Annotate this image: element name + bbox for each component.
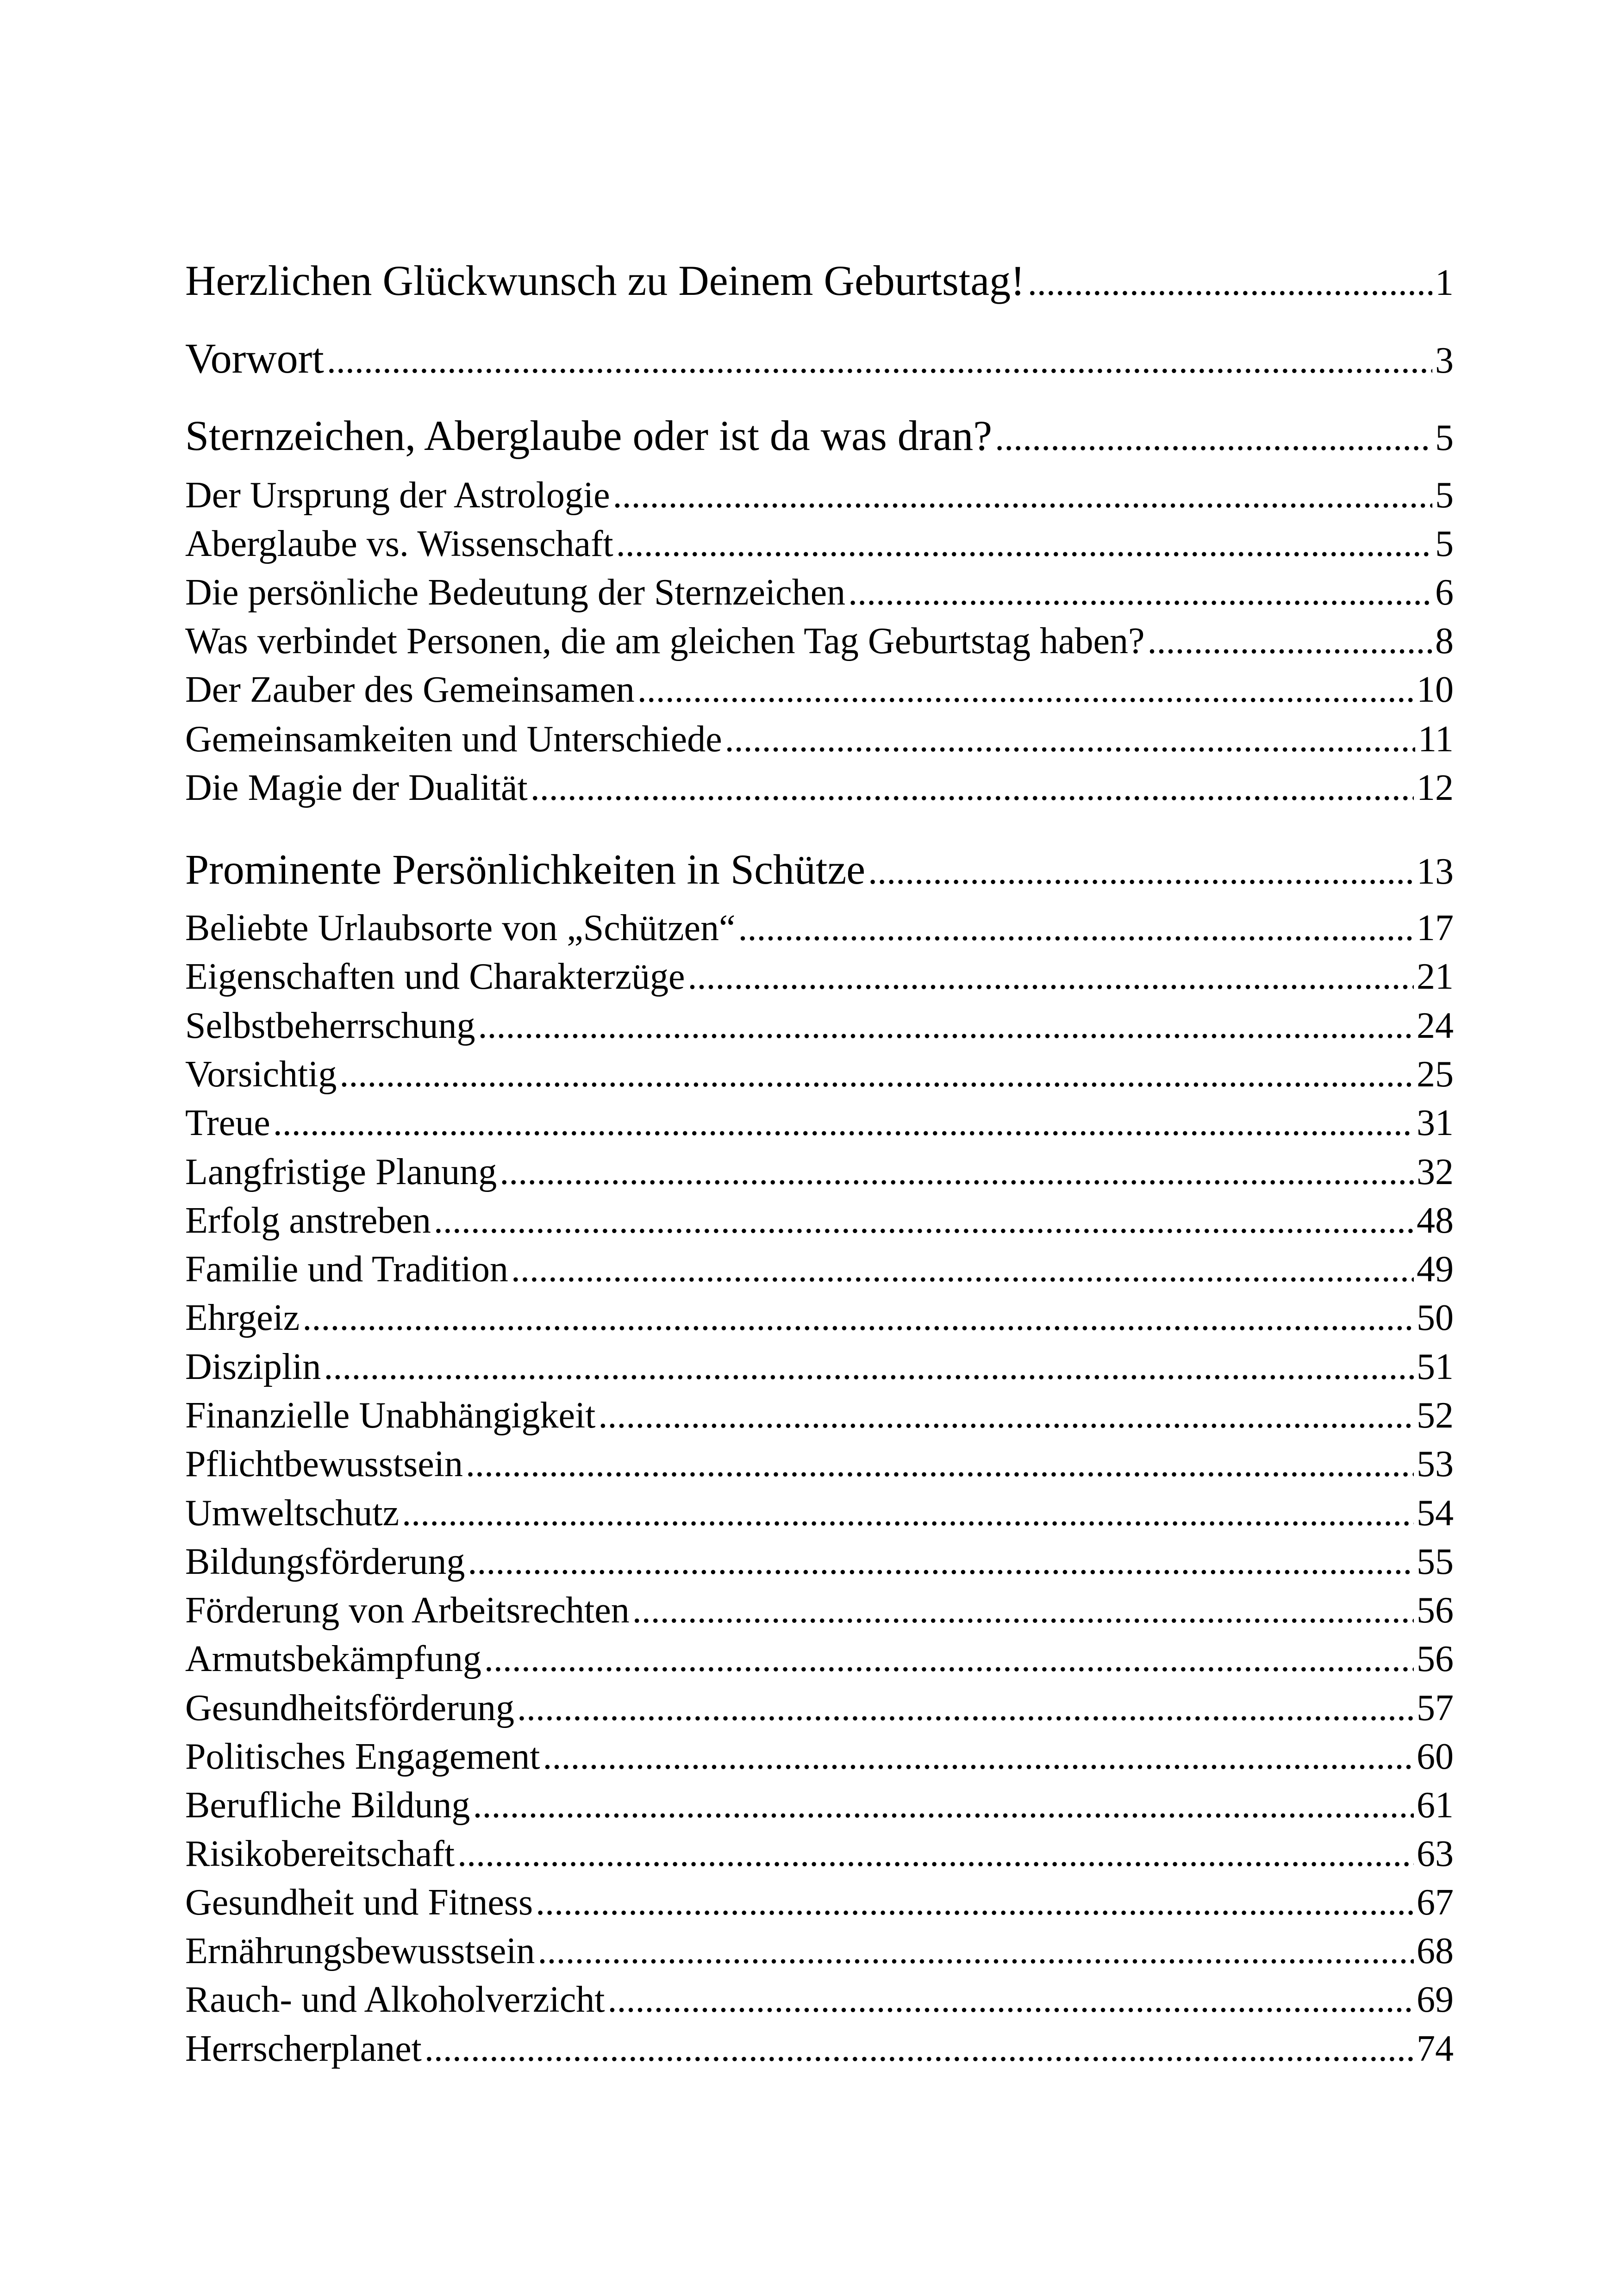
toc-entry-page-number: 13: [1417, 851, 1454, 892]
toc-entry-page-number: 57: [1417, 1688, 1454, 1728]
toc-entry-page-number: 67: [1417, 1882, 1454, 1923]
toc-entry-page-number: 25: [1417, 1054, 1454, 1095]
toc-entry-page-number: 10: [1417, 669, 1454, 710]
table-of-contents: [185, 0, 1454, 2295]
toc-entry-page-number: 74: [1417, 2028, 1454, 2069]
toc-entry[interactable]: [185, 337, 1454, 380]
toc-entry-title: Politisches Engagement: [185, 1736, 540, 1777]
toc-entry-page-number: 21: [1417, 956, 1454, 997]
toc-entry-page-number: 1: [1435, 262, 1454, 303]
toc-entry[interactable]: [185, 1154, 1454, 1191]
toc-entry-page-number: 31: [1417, 1103, 1454, 1143]
toc-entry[interactable]: [185, 1592, 1454, 1629]
toc-entry[interactable]: [185, 477, 1454, 514]
toc-entry-title: Gemeinsamkeiten und Unterschiede: [185, 719, 722, 760]
toc-dot-leader: [637, 671, 1414, 708]
toc-entry-title: Umweltschutz: [185, 1493, 400, 1534]
toc-dot-leader: [500, 1154, 1414, 1191]
toc-entry[interactable]: [185, 525, 1454, 562]
toc-entry[interactable]: [185, 1640, 1454, 1678]
toc-dot-leader: [607, 1981, 1414, 2018]
toc-entry-page-number: 63: [1417, 1834, 1454, 1874]
toc-dot-leader: [543, 1738, 1414, 1775]
toc-entry-page-number: 5: [1435, 524, 1454, 564]
toc-entry[interactable]: [185, 1446, 1454, 1483]
toc-entry-page-number: 52: [1417, 1395, 1454, 1436]
toc-entry-page-number: 17: [1417, 908, 1454, 948]
toc-entry[interactable]: [185, 1007, 1454, 1044]
toc-dot-leader: [598, 1397, 1414, 1434]
toc-entry[interactable]: [185, 1299, 1454, 1336]
toc-entry[interactable]: [185, 910, 1454, 947]
toc-entry-title: Rauch- und Alkoholverzicht: [185, 1979, 605, 2020]
toc-dot-leader: [1028, 264, 1432, 301]
toc-dot-leader: [434, 1202, 1414, 1239]
toc-entry[interactable]: [185, 1202, 1454, 1239]
toc-entry[interactable]: [185, 1933, 1454, 1970]
toc-dot-leader: [425, 2030, 1414, 2067]
toc-entry[interactable]: [185, 1348, 1454, 1385]
toc-dot-leader: [273, 1104, 1414, 1141]
toc-dot-leader: [632, 1592, 1414, 1629]
toc-entry-title: Langfristige Planung: [185, 1152, 497, 1192]
toc-entry[interactable]: [185, 1495, 1454, 1532]
toc-entry-title: Selbstbeherrschung: [185, 1005, 475, 1046]
toc-entry[interactable]: [185, 671, 1454, 708]
toc-entry-title: Ernährungsbewusstsein: [185, 1931, 535, 1971]
toc-dot-leader: [457, 1835, 1414, 1872]
toc-dot-leader: [616, 525, 1432, 562]
toc-entry[interactable]: [185, 721, 1454, 758]
toc-entry-title: Der Ursprung der Astrologie: [185, 475, 610, 516]
toc-entry[interactable]: [185, 1056, 1454, 1093]
toc-entry-page-number: 56: [1417, 1639, 1454, 1679]
toc-entry[interactable]: [185, 623, 1454, 660]
toc-dot-leader: [738, 910, 1414, 947]
toc-entry-page-number: 54: [1417, 1493, 1454, 1534]
toc-entry-title: Aberglaube vs. Wissenschaft: [185, 524, 613, 564]
toc-entry-page-number: 56: [1417, 1590, 1454, 1631]
toc-dot-leader: [339, 1056, 1414, 1093]
toc-dot-leader: [402, 1495, 1414, 1532]
toc-entry-title: Sternzeichen, Aberglaube oder ist da was dran?: [185, 412, 993, 459]
toc-dot-leader: [613, 477, 1432, 514]
toc-entry-page-number: 6: [1435, 572, 1454, 613]
toc-dot-leader: [484, 1640, 1414, 1678]
toc-entry-page-number: 24: [1417, 1005, 1454, 1046]
toc-entry-title: Risikobereitschaft: [185, 1834, 455, 1874]
toc-entry-title: Finanzielle Unabhängigkeit: [185, 1395, 596, 1436]
toc-entry-title: Vorwort: [185, 335, 324, 382]
toc-entry-page-number: 51: [1417, 1347, 1454, 1387]
toc-entry-page-number: 32: [1417, 1152, 1454, 1192]
toc-entry-title: Gesundheitsförderung: [185, 1688, 514, 1728]
toc-entry-page-number: 68: [1417, 1931, 1454, 1971]
toc-entry[interactable]: [185, 1397, 1454, 1434]
toc-entry-page-number: 5: [1435, 418, 1454, 458]
toc-dot-leader: [478, 1007, 1414, 1044]
toc-entry-page-number: 3: [1435, 340, 1454, 381]
toc-entry-page-number: 48: [1417, 1200, 1454, 1241]
toc-entry-page-number: 12: [1417, 767, 1454, 808]
toc-entry-title: Armutsbekämpfung: [185, 1639, 481, 1679]
toc-entry-title: Beliebte Urlaubsorte von „Schützen“: [185, 908, 736, 948]
toc-dot-leader: [848, 574, 1432, 611]
toc-entry[interactable]: [185, 769, 1454, 806]
toc-entry[interactable]: [185, 1787, 1454, 1824]
toc-entry-title: Was verbindet Personen, die am gleichen Tag Geburtstag haben?: [185, 621, 1145, 661]
toc-entry-page-number: 55: [1417, 1541, 1454, 1582]
toc-dot-leader: [725, 721, 1415, 758]
toc-entry-page-number: 61: [1417, 1785, 1454, 1826]
toc-dot-leader: [995, 419, 1432, 456]
toc-entry[interactable]: [185, 1251, 1454, 1288]
toc-entry-page-number: 49: [1417, 1249, 1454, 1290]
toc-entry[interactable]: [185, 1543, 1454, 1580]
toc-entry-title: Berufliche Bildung: [185, 1785, 470, 1826]
toc-entry[interactable]: [185, 574, 1454, 611]
toc-entry-title: Familie und Tradition: [185, 1249, 508, 1290]
toc-entry-title: Treue: [185, 1103, 270, 1143]
toc-dot-leader: [327, 342, 1432, 379]
toc-entry-title: Gesundheit und Fitness: [185, 1882, 533, 1923]
toc-dot-leader: [537, 1933, 1414, 1970]
toc-dot-leader: [468, 1543, 1414, 1580]
toc-entry-page-number: 60: [1417, 1736, 1454, 1777]
toc-entry-title: Förderung von Arbeitsrechten: [185, 1590, 630, 1631]
toc-entry-title: Vorsichtig: [185, 1054, 337, 1095]
toc-entry-title: Herzlichen Glückwunsch zu Deinem Geburtstag!: [185, 257, 1025, 304]
toc-dot-leader: [473, 1787, 1414, 1824]
toc-entry-page-number: 11: [1418, 719, 1454, 760]
toc-dot-leader: [324, 1348, 1414, 1385]
toc-entry-title: Pflichtbewusstsein: [185, 1444, 463, 1484]
toc-entry-title: Die Magie der Dualität: [185, 767, 528, 808]
toc-dot-leader: [531, 769, 1414, 806]
toc-dot-leader: [466, 1446, 1414, 1483]
toc-dot-leader: [1147, 623, 1432, 660]
toc-entry[interactable]: [185, 414, 1454, 457]
toc-entry-title: Disziplin: [185, 1347, 321, 1387]
toc-entry[interactable]: [185, 1690, 1454, 1727]
toc-dot-leader: [302, 1299, 1414, 1336]
toc-dot-leader: [868, 853, 1414, 890]
toc-entry-page-number: 8: [1435, 621, 1454, 661]
toc-entry-page-number: 50: [1417, 1297, 1454, 1338]
toc-dot-leader: [517, 1690, 1414, 1727]
toc-entry-title: Bildungsförderung: [185, 1541, 465, 1582]
toc-dot-leader: [536, 1884, 1414, 1921]
toc-dot-leader: [688, 958, 1414, 995]
toc-entry[interactable]: [185, 958, 1454, 995]
toc-entry[interactable]: [185, 1835, 1454, 1872]
toc-entry[interactable]: [185, 1104, 1454, 1141]
toc-entry[interactable]: [185, 2030, 1454, 2067]
toc-entry-page-number: 53: [1417, 1444, 1454, 1484]
toc-entry-title: Eigenschaften und Charakterzüge: [185, 956, 685, 997]
toc-entry-title: Der Zauber des Gemeinsamen: [185, 669, 635, 710]
toc-dot-leader: [511, 1251, 1414, 1288]
toc-entry-page-number: 69: [1417, 1979, 1454, 2020]
toc-entry-title: Prominente Persönlichkeiten in Schütze: [185, 846, 866, 893]
toc-entry[interactable]: [185, 1738, 1454, 1775]
toc-entry[interactable]: [185, 259, 1454, 302]
toc-entry-title: Herrscherplanet: [185, 2028, 422, 2069]
toc-entry-title: Erfolg anstreben: [185, 1200, 431, 1241]
toc-entry-page-number: 5: [1435, 475, 1454, 516]
toc-entry[interactable]: [185, 1884, 1454, 1921]
toc-entry-title: Die persönliche Bedeutung der Sternzeichen: [185, 572, 846, 613]
toc-entry[interactable]: [185, 848, 1454, 891]
toc-entry-title: Ehrgeiz: [185, 1297, 300, 1338]
toc-entry[interactable]: [185, 1981, 1454, 2018]
